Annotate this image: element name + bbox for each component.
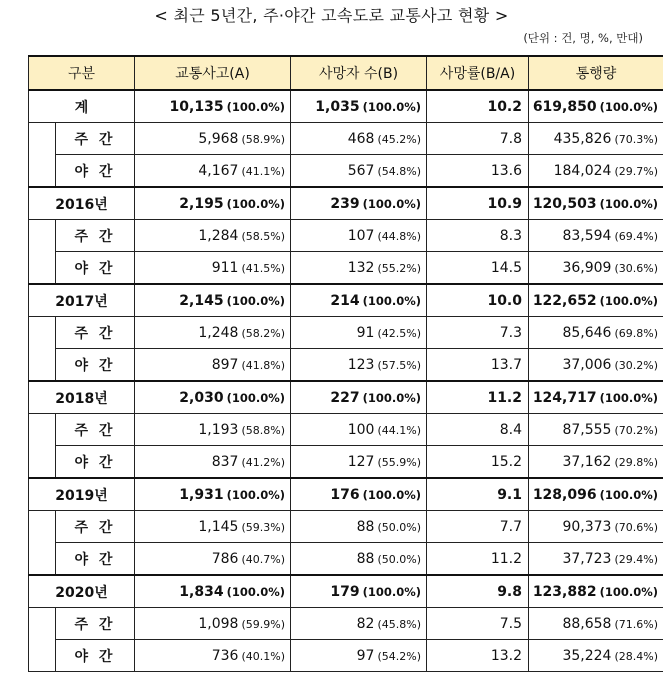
traffic-cell <box>529 575 663 608</box>
accidents-cell <box>135 446 291 479</box>
traffic-cell <box>529 284 663 317</box>
indent-cell <box>29 446 56 479</box>
table-row-night <box>29 252 663 285</box>
deaths-cell-value: 97 <box>356 647 375 664</box>
accidents-cell-value: 911 <box>211 259 239 276</box>
death-rate-cell: 9.1 <box>427 478 529 511</box>
accidents-cell-value: 4,167 <box>198 162 239 179</box>
header-row <box>29 56 663 90</box>
table-row-total <box>29 187 663 220</box>
deaths-cell-percent: (44.1%) <box>377 423 421 437</box>
accidents-cell-percent: (59.9%) <box>241 617 285 631</box>
traffic-cell-percent: (71.6%) <box>614 617 658 631</box>
accidents-cell-value: 1,098 <box>198 615 239 632</box>
accidents-cell-value: 10,135 <box>169 98 224 115</box>
accidents-cell <box>135 511 291 543</box>
deaths-cell-percent: (50.0%) <box>377 520 421 534</box>
sub-label: 주 간 <box>56 123 135 155</box>
traffic-cell-value: 87,555 <box>562 421 612 438</box>
accidents-cell <box>135 381 291 414</box>
accidents-cell <box>135 284 291 317</box>
deaths-cell <box>291 187 427 220</box>
accidents-cell-percent: (59.3%) <box>241 520 285 534</box>
table-row-night <box>29 349 663 382</box>
accidents-cell-value: 2,030 <box>179 389 224 406</box>
accidents-cell <box>135 317 291 349</box>
traffic-cell-percent: (28.4%) <box>614 649 658 663</box>
traffic-cell-value: 83,594 <box>562 227 612 244</box>
accidents-cell-percent: (100.0%) <box>226 99 285 114</box>
group-label: 2020년 <box>29 575 135 608</box>
deaths-cell <box>291 284 427 317</box>
table-row-night <box>29 640 663 672</box>
death-rate-cell: 7.8 <box>427 123 529 155</box>
deaths-cell-value: 88 <box>356 518 375 535</box>
deaths-cell-value: 179 <box>330 583 360 600</box>
accidents-cell-percent: (41.8%) <box>241 358 285 372</box>
header-deaths: 사망자 수(B) <box>291 56 427 90</box>
traffic-cell <box>529 640 663 672</box>
accident-table <box>28 55 663 672</box>
traffic-cell-percent: (100.0%) <box>599 196 658 211</box>
sub-label: 야 간 <box>56 543 135 576</box>
traffic-cell <box>529 446 663 479</box>
deaths-cell-percent: (100.0%) <box>362 196 421 211</box>
accidents-cell-percent: (100.0%) <box>226 487 285 502</box>
deaths-cell <box>291 123 427 155</box>
traffic-cell-value: 36,909 <box>562 259 612 276</box>
traffic-cell-value: 122,652 <box>532 292 597 309</box>
deaths-cell-percent: (54.2%) <box>377 649 421 663</box>
traffic-cell-value: 90,373 <box>562 518 612 535</box>
deaths-cell-value: 567 <box>347 162 375 179</box>
deaths-cell-percent: (42.5%) <box>377 326 421 340</box>
accidents-cell-percent: (41.1%) <box>241 164 285 178</box>
traffic-cell <box>529 317 663 349</box>
deaths-cell-percent: (100.0%) <box>362 584 421 599</box>
traffic-cell-value: 619,850 <box>532 98 597 115</box>
accidents-cell-value: 1,248 <box>198 324 239 341</box>
table-row-day <box>29 220 663 252</box>
deaths-cell <box>291 511 427 543</box>
traffic-cell-percent: (29.8%) <box>614 455 658 469</box>
traffic-cell-value: 184,024 <box>553 162 612 179</box>
group-label: 2018년 <box>29 381 135 414</box>
deaths-cell <box>291 349 427 382</box>
sub-label: 야 간 <box>56 252 135 285</box>
traffic-cell-value: 37,723 <box>562 550 612 567</box>
traffic-cell-value: 435,826 <box>553 130 612 147</box>
deaths-cell <box>291 381 427 414</box>
traffic-cell-value: 88,658 <box>562 615 612 632</box>
group-label: 2019년 <box>29 478 135 511</box>
death-rate-cell: 8.4 <box>427 414 529 446</box>
accidents-cell-value: 2,145 <box>179 292 224 309</box>
indent-cell <box>29 640 56 672</box>
table-row-day <box>29 511 663 543</box>
deaths-cell <box>291 90 427 123</box>
traffic-cell-percent: (70.2%) <box>614 423 658 437</box>
accidents-cell <box>135 575 291 608</box>
deaths-cell <box>291 317 427 349</box>
deaths-cell <box>291 543 427 576</box>
accidents-cell-percent: (100.0%) <box>226 196 285 211</box>
indent-cell <box>29 220 56 252</box>
indent-cell <box>29 317 56 349</box>
accidents-cell <box>135 608 291 640</box>
header-category: 구분 <box>29 56 135 90</box>
group-label: 2017년 <box>29 284 135 317</box>
accidents-cell <box>135 414 291 446</box>
accidents-cell <box>135 252 291 285</box>
table-row-day <box>29 317 663 349</box>
death-rate-cell: 11.2 <box>427 543 529 576</box>
deaths-cell-value: 1,035 <box>315 98 360 115</box>
deaths-cell-value: 132 <box>347 259 375 276</box>
traffic-cell <box>529 608 663 640</box>
deaths-cell-value: 468 <box>347 130 375 147</box>
traffic-cell-percent: (30.2%) <box>614 358 658 372</box>
death-rate-cell: 8.3 <box>427 220 529 252</box>
sub-label: 주 간 <box>56 511 135 543</box>
sub-label: 주 간 <box>56 414 135 446</box>
accidents-cell <box>135 187 291 220</box>
accidents-cell-value: 736 <box>211 647 239 664</box>
traffic-cell-percent: (100.0%) <box>599 487 658 502</box>
sub-label: 야 간 <box>56 640 135 672</box>
accidents-cell-percent: (100.0%) <box>226 390 285 405</box>
accidents-cell <box>135 220 291 252</box>
table-body <box>29 90 663 672</box>
death-rate-cell: 13.2 <box>427 640 529 672</box>
traffic-cell-percent: (29.7%) <box>614 164 658 178</box>
accidents-cell <box>135 478 291 511</box>
accidents-cell-value: 1,834 <box>179 583 224 600</box>
traffic-cell <box>529 381 663 414</box>
traffic-cell-percent: (70.6%) <box>614 520 658 534</box>
death-rate-cell: 10.9 <box>427 187 529 220</box>
group-label: 2016년 <box>29 187 135 220</box>
indent-cell <box>29 414 56 446</box>
traffic-cell-percent: (100.0%) <box>599 293 658 308</box>
table-row-total <box>29 478 663 511</box>
deaths-cell-percent: (45.8%) <box>377 617 421 631</box>
deaths-cell-value: 82 <box>356 615 375 632</box>
sub-label: 주 간 <box>56 608 135 640</box>
traffic-cell-percent: (30.6%) <box>614 261 658 275</box>
accidents-cell-percent: (100.0%) <box>226 584 285 599</box>
death-rate-cell: 7.7 <box>427 511 529 543</box>
accidents-cell-value: 1,145 <box>198 518 239 535</box>
sub-label: 야 간 <box>56 349 135 382</box>
death-rate-cell: 7.5 <box>427 608 529 640</box>
deaths-cell <box>291 220 427 252</box>
deaths-cell <box>291 446 427 479</box>
indent-cell <box>29 155 56 188</box>
indent-cell <box>29 511 56 543</box>
traffic-cell <box>529 123 663 155</box>
accidents-cell-percent: (100.0%) <box>226 293 285 308</box>
accidents-cell <box>135 349 291 382</box>
accidents-cell <box>135 90 291 123</box>
deaths-cell-value: 127 <box>347 453 375 470</box>
sub-label: 야 간 <box>56 446 135 479</box>
deaths-cell-percent: (100.0%) <box>362 99 421 114</box>
traffic-cell <box>529 511 663 543</box>
traffic-cell <box>529 349 663 382</box>
deaths-cell-value: 176 <box>330 486 360 503</box>
accidents-cell-value: 1,284 <box>198 227 239 244</box>
table-row-total <box>29 575 663 608</box>
deaths-cell-percent: (45.2%) <box>377 132 421 146</box>
death-rate-cell: 9.8 <box>427 575 529 608</box>
deaths-cell <box>291 608 427 640</box>
traffic-cell <box>529 414 663 446</box>
sub-label: 주 간 <box>56 317 135 349</box>
deaths-cell <box>291 252 427 285</box>
indent-cell <box>29 543 56 576</box>
death-rate-cell: 15.2 <box>427 446 529 479</box>
deaths-cell-value: 227 <box>330 389 360 406</box>
table-row-total <box>29 381 663 414</box>
traffic-cell-value: 123,882 <box>532 583 597 600</box>
traffic-cell <box>529 155 663 188</box>
table-row-day <box>29 414 663 446</box>
deaths-cell <box>291 575 427 608</box>
traffic-cell-value: 35,224 <box>562 647 612 664</box>
sub-label: 야 간 <box>56 155 135 188</box>
traffic-cell-value: 128,096 <box>532 486 597 503</box>
indent-cell <box>29 123 56 155</box>
indent-cell <box>29 349 56 382</box>
table-row-night <box>29 155 663 188</box>
death-rate-cell: 14.5 <box>427 252 529 285</box>
deaths-cell-percent: (54.8%) <box>377 164 421 178</box>
death-rate-cell: 13.7 <box>427 349 529 382</box>
accidents-cell-percent: (58.9%) <box>241 132 285 146</box>
page-title: < 최근 5년간, 주·야간 고속도로 교통사고 현황 > <box>154 6 509 25</box>
accidents-cell-percent: (58.2%) <box>241 326 285 340</box>
deaths-cell-percent: (55.2%) <box>377 261 421 275</box>
death-rate-cell: 10.2 <box>427 90 529 123</box>
sub-label: 주 간 <box>56 220 135 252</box>
traffic-cell <box>529 252 663 285</box>
deaths-cell-percent: (100.0%) <box>362 293 421 308</box>
table-row-night <box>29 543 663 576</box>
deaths-cell <box>291 478 427 511</box>
deaths-cell-value: 214 <box>330 292 360 309</box>
deaths-cell-percent: (57.5%) <box>377 358 421 372</box>
deaths-cell-value: 239 <box>330 195 360 212</box>
traffic-cell <box>529 220 663 252</box>
deaths-cell-value: 91 <box>356 324 375 341</box>
deaths-cell-value: 100 <box>347 421 375 438</box>
header-death-rate: 사망률(B/A) <box>427 56 529 90</box>
accidents-cell <box>135 155 291 188</box>
indent-cell <box>29 252 56 285</box>
accidents-cell-percent: (41.2%) <box>241 455 285 469</box>
death-rate-cell: 10.0 <box>427 284 529 317</box>
traffic-cell-percent: (70.3%) <box>614 132 658 146</box>
accidents-cell-percent: (58.8%) <box>241 423 285 437</box>
deaths-cell-value: 88 <box>356 550 375 567</box>
traffic-cell-value: 120,503 <box>532 195 597 212</box>
accidents-cell-value: 786 <box>211 550 239 567</box>
traffic-cell-percent: (100.0%) <box>599 99 658 114</box>
traffic-cell <box>529 90 663 123</box>
accidents-cell-value: 897 <box>211 356 239 373</box>
deaths-cell <box>291 155 427 188</box>
header-accidents: 교통사고(A) <box>135 56 291 90</box>
deaths-cell-percent: (55.9%) <box>377 455 421 469</box>
traffic-cell-value: 85,646 <box>562 324 612 341</box>
accidents-cell-percent: (58.5%) <box>241 229 285 243</box>
deaths-cell <box>291 640 427 672</box>
indent-cell <box>29 608 56 640</box>
accidents-cell-value: 1,193 <box>198 421 239 438</box>
traffic-cell <box>529 478 663 511</box>
traffic-cell-value: 37,162 <box>562 453 612 470</box>
accidents-cell-value: 837 <box>211 453 239 470</box>
accidents-cell-value: 1,931 <box>179 486 224 503</box>
accidents-cell-value: 5,968 <box>198 130 239 147</box>
traffic-cell-percent: (69.8%) <box>614 326 658 340</box>
table-row-total <box>29 284 663 317</box>
death-rate-cell: 11.2 <box>427 381 529 414</box>
death-rate-cell: 13.6 <box>427 155 529 188</box>
group-label: 계 <box>29 90 135 123</box>
traffic-cell-percent: (29.4%) <box>614 552 658 566</box>
accidents-cell <box>135 123 291 155</box>
deaths-cell-value: 123 <box>347 356 375 373</box>
accidents-cell-percent: (40.1%) <box>241 649 285 663</box>
table-row-night <box>29 446 663 479</box>
table-row-day <box>29 608 663 640</box>
accidents-cell <box>135 543 291 576</box>
header-traffic: 통행량 <box>529 56 663 90</box>
accidents-cell-value: 2,195 <box>179 195 224 212</box>
deaths-cell-percent: (100.0%) <box>362 487 421 502</box>
traffic-cell <box>529 187 663 220</box>
traffic-cell-percent: (100.0%) <box>599 390 658 405</box>
traffic-cell-percent: (100.0%) <box>599 584 658 599</box>
table-row-total <box>29 90 663 123</box>
deaths-cell-percent: (50.0%) <box>377 552 421 566</box>
traffic-cell-value: 37,006 <box>562 356 612 373</box>
accidents-cell-percent: (40.7%) <box>241 552 285 566</box>
accidents-cell-percent: (41.5%) <box>241 261 285 275</box>
death-rate-cell: 7.3 <box>427 317 529 349</box>
accidents-cell <box>135 640 291 672</box>
unit-note: (단위 : 건, 명, %, 만대) <box>523 31 643 45</box>
deaths-cell-percent: (100.0%) <box>362 390 421 405</box>
deaths-cell-percent: (44.8%) <box>377 229 421 243</box>
traffic-cell-percent: (69.4%) <box>614 229 658 243</box>
traffic-cell <box>529 543 663 576</box>
deaths-cell <box>291 414 427 446</box>
table-row-day <box>29 123 663 155</box>
traffic-cell-value: 124,717 <box>532 389 597 406</box>
deaths-cell-value: 107 <box>347 227 375 244</box>
